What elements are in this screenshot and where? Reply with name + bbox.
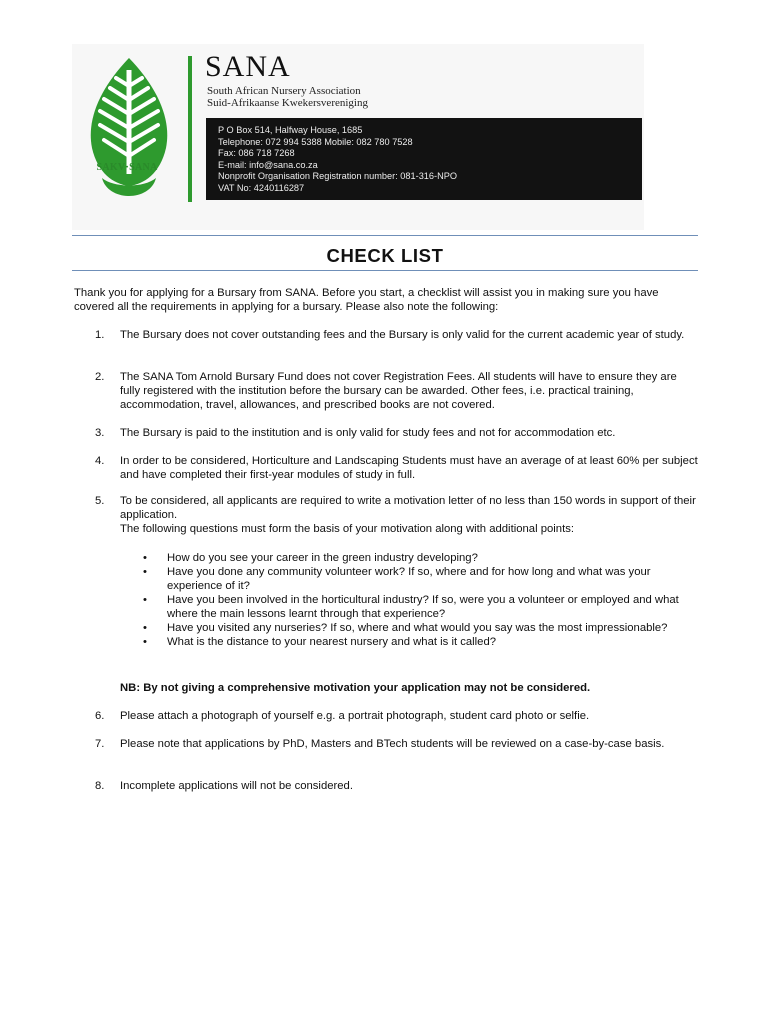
item-number: 8. xyxy=(95,780,105,792)
contact-fax: Fax: 086 718 7268 xyxy=(218,148,295,159)
item-number: 2. xyxy=(95,371,105,383)
org-name-english: South African Nursery Association xyxy=(207,85,361,97)
item-text: The SANA Tom Arnold Bursary Fund does not cover Registration Fees. All students will have to ensure they are fully registered with the institution before the bursary can be awarded. Other fees, i.e. practical training, accommodation, travel, allowances, and prescribed books are not covered. xyxy=(120,371,677,411)
item-text-followup: The following questions must form the basis of your motivation along with additional points: xyxy=(120,523,574,535)
contact-email: E-mail: info@sana.co.za xyxy=(218,159,318,170)
item-text: Please attach a photograph of yourself e.g. a portrait photograph, student card photo or selfie. xyxy=(120,710,590,722)
list-item xyxy=(143,621,703,635)
list-item xyxy=(143,551,703,565)
org-name-afrikaans: Suid-Afrikaanse Kwekersvereniging xyxy=(207,97,368,109)
item-number: 1. xyxy=(95,329,105,341)
contact-npo-number: Nonprofit Organisation Registration number: 081-316-NPO xyxy=(218,171,457,182)
item-number: 5. xyxy=(95,495,105,507)
list-item xyxy=(143,593,703,621)
item-text: Please note that applications by PhD, Masters and BTech students will be reviewed on a case-by-case basis. xyxy=(120,738,665,750)
list-item-text: Have you done any community volunteer work? If so, where and for how long and what was your experience of it? xyxy=(167,566,651,592)
nb-warning: NB: By not giving a comprehensive motivation your application may not be considered. xyxy=(120,682,591,694)
item-text: The Bursary does not cover outstanding fees and the Bursary is only valid for the current academic year of study. xyxy=(120,329,685,341)
title-rule-top xyxy=(72,235,698,236)
org-name: SANA xyxy=(205,50,291,83)
bullet-icon: • xyxy=(143,622,147,634)
bullet-icon: • xyxy=(143,594,147,606)
bullet-icon: • xyxy=(143,636,147,648)
contact-details-box xyxy=(206,118,642,200)
sana-leaf-logo-icon xyxy=(86,56,172,206)
page-title: CHECK LIST xyxy=(326,245,444,266)
item-text: To be considered, all applicants are required to write a motivation letter of no less than 150 words in support of their application. xyxy=(120,495,696,521)
contact-vat-number: VAT No: 4240116287 xyxy=(218,182,305,193)
motivation-questions-list xyxy=(143,551,703,649)
bullet-icon: • xyxy=(143,566,147,578)
letterhead-divider xyxy=(188,56,192,202)
list-item xyxy=(143,565,703,593)
item-number: 6. xyxy=(95,710,105,722)
item-text: In order to be considered, Horticulture and Landscaping Students must have an average of at least 60% per subject and have completed their first-year modules of study in full. xyxy=(120,455,698,481)
bullet-icon: • xyxy=(143,552,147,564)
item-number: 3. xyxy=(95,427,105,439)
list-item xyxy=(143,635,703,649)
item-text: The Bursary is paid to the institution and is only valid for study fees and not for accommodation etc. xyxy=(120,427,616,439)
list-item-text: What is the distance to your nearest nursery and what is it called? xyxy=(167,636,497,648)
contact-address: P O Box 514, Halfway House, 1685 xyxy=(218,125,363,135)
item-number: 7. xyxy=(95,738,105,750)
list-item-text: Have you visited any nurseries? If so, where and what would you say was the most impressionable? xyxy=(167,622,668,634)
intro-paragraph: Thank you for applying for a Bursary from SANA. Before you start, a checklist will assist you in making sure you have covered all the requirements in applying for a bursary. Please also note the following: xyxy=(74,287,659,313)
logo-caption: SAKV·SANA xyxy=(96,162,158,173)
list-item-text: Have you been involved in the horticultural industry? If so, were you a volunteer or employed and what where the main lessons learnt through that experience? xyxy=(167,594,679,620)
title-rule-bottom xyxy=(72,270,698,271)
item-number: 4. xyxy=(95,455,105,467)
item-text: Incomplete applications will not be considered. xyxy=(120,780,353,792)
list-item-text: How do you see your career in the green industry developing? xyxy=(167,552,478,564)
contact-telephone: Telephone: 072 994 5388 Mobile: 082 780 7528 xyxy=(218,136,413,147)
